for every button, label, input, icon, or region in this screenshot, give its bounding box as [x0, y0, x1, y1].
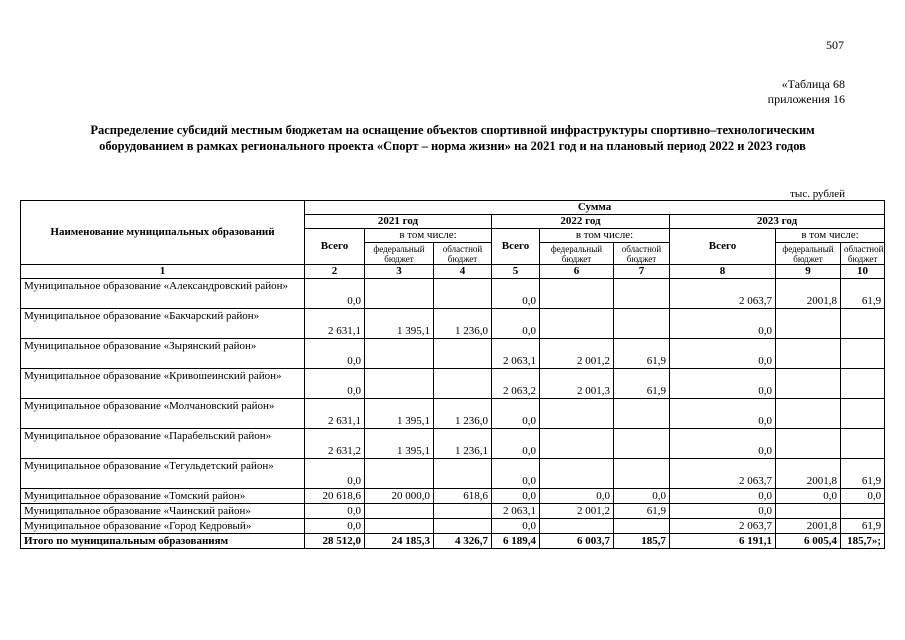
header-including-2022: в том числе:: [540, 229, 670, 243]
header-including-2021: в том числе:: [365, 229, 492, 243]
cell-value: 2 001,2: [540, 504, 614, 519]
cell-value: [841, 429, 885, 459]
total-label: Итого по муниципальным образованиям: [21, 534, 305, 549]
cell-value: 61,9: [841, 519, 885, 534]
cell-value: [365, 519, 434, 534]
column-number: 5: [492, 265, 540, 279]
cell-value: 0,0: [305, 339, 365, 369]
column-number: 3: [365, 265, 434, 279]
cell-value: 20 000,0: [365, 489, 434, 504]
cell-value: 0,0: [492, 429, 540, 459]
cell-value: 20 618,6: [305, 489, 365, 504]
column-number: 7: [614, 265, 670, 279]
cell-value: 2001,8: [776, 459, 841, 489]
cell-value: 61,9: [614, 369, 670, 399]
table-row: [21, 399, 885, 429]
municipality-name: Муниципальное образование «Парабельский район»: [21, 429, 305, 459]
cell-value: 2 063,7: [670, 519, 776, 534]
cell-value: [434, 339, 492, 369]
cell-value: 0,0: [305, 369, 365, 399]
cell-value: 0,0: [614, 489, 670, 504]
header-federal-2021: федеральный бюджет: [365, 243, 434, 265]
total-value: 6 189,4: [492, 534, 540, 549]
cell-value: [365, 339, 434, 369]
cell-value: 0,0: [492, 519, 540, 534]
table-row: [21, 339, 885, 369]
table-row: [21, 459, 885, 489]
header-regional-2022: областной бюджет: [614, 243, 670, 265]
cell-value: 0,0: [305, 279, 365, 309]
cell-value: [365, 504, 434, 519]
cell-value: [776, 309, 841, 339]
cell-value: [614, 399, 670, 429]
cell-value: [614, 459, 670, 489]
subsidy-table: [20, 200, 885, 549]
cell-value: 0,0: [492, 459, 540, 489]
cell-value: 2001,8: [776, 279, 841, 309]
column-number: 2: [305, 265, 365, 279]
cell-value: 2 001,2: [540, 339, 614, 369]
header-year-2023: 2023 год: [670, 215, 885, 229]
cell-value: 2 063,7: [670, 459, 776, 489]
table-row: [21, 429, 885, 459]
table-reference-line1: «Таблица 68: [781, 77, 845, 91]
cell-value: [365, 279, 434, 309]
cell-value: [776, 429, 841, 459]
header-federal-2022: федеральный бюджет: [540, 243, 614, 265]
cell-value: [540, 459, 614, 489]
header-regional-2021: областной бюджет: [434, 243, 492, 265]
header-total-2021: Всего: [305, 229, 365, 265]
cell-value: 0,0: [305, 504, 365, 519]
total-value: 185,7: [614, 534, 670, 549]
header-regional-2023: областной бюджет: [841, 243, 885, 265]
cell-value: [841, 369, 885, 399]
cell-value: [434, 504, 492, 519]
cell-value: [776, 504, 841, 519]
cell-value: 0,0: [305, 519, 365, 534]
cell-value: [841, 399, 885, 429]
cell-value: [365, 459, 434, 489]
cell-value: [614, 279, 670, 309]
cell-value: 1 236,0: [434, 309, 492, 339]
total-value: 6 191,1: [670, 534, 776, 549]
cell-value: 2 001,3: [540, 369, 614, 399]
cell-value: [434, 279, 492, 309]
cell-value: [776, 399, 841, 429]
cell-value: 2001,8: [776, 519, 841, 534]
document-title: Распределение субсидий местным бюджетам на оснащение объектов спортивной инфраструктуры спортивно–технологическим оборудованием в рамках регионального проекта «Спорт – норма жизни» на 2021 год и на плановый период 2022 и 2023 годов: [90, 123, 815, 153]
cell-value: 61,9: [614, 504, 670, 519]
units-label: тыс. рублей: [790, 188, 845, 200]
header-total-2023: Всего: [670, 229, 776, 265]
header-name-column: Наименование муниципальных образований: [21, 201, 305, 265]
cell-value: [540, 279, 614, 309]
cell-value: 2 063,7: [670, 279, 776, 309]
cell-value: 61,9: [841, 279, 885, 309]
cell-value: 1 236,0: [434, 399, 492, 429]
cell-value: [540, 429, 614, 459]
header-year-2022: 2022 год: [492, 215, 670, 229]
cell-value: 2 063,1: [492, 339, 540, 369]
cell-value: 0,0: [492, 489, 540, 504]
cell-value: [841, 309, 885, 339]
cell-value: 1 395,1: [365, 429, 434, 459]
header-sum: Сумма: [305, 201, 885, 215]
cell-value: 0,0: [305, 459, 365, 489]
cell-value: 0,0: [670, 309, 776, 339]
header-including-2023: в том числе:: [776, 229, 885, 243]
cell-value: 1 236,1: [434, 429, 492, 459]
table-row: [21, 519, 885, 534]
header-total-2022: Всего: [492, 229, 540, 265]
cell-value: 0,0: [841, 489, 885, 504]
cell-value: [434, 459, 492, 489]
column-number: 8: [670, 265, 776, 279]
cell-value: 618,6: [434, 489, 492, 504]
cell-value: 0,0: [492, 399, 540, 429]
column-number: 1: [21, 265, 305, 279]
cell-value: 0,0: [670, 339, 776, 369]
municipality-name: Муниципальное образование «Чаинский район»: [21, 504, 305, 519]
page-number: 507: [826, 38, 844, 52]
table-row: [21, 279, 885, 309]
total-row: [21, 534, 885, 549]
cell-value: 0,0: [492, 309, 540, 339]
cell-value: [434, 369, 492, 399]
cell-value: [841, 339, 885, 369]
municipality-name: Муниципальное образование «Тегульдетский район»: [21, 459, 305, 489]
municipality-name: Муниципальное образование «Томский район»: [21, 489, 305, 504]
total-value: 24 185,3: [365, 534, 434, 549]
cell-value: [841, 504, 885, 519]
table-reference: [768, 77, 845, 107]
column-number: 6: [540, 265, 614, 279]
cell-value: 0,0: [492, 279, 540, 309]
cell-value: 61,9: [614, 339, 670, 369]
municipality-name: Муниципальное образование «Бакчарский район»: [21, 309, 305, 339]
cell-value: 1 395,1: [365, 399, 434, 429]
cell-value: [776, 339, 841, 369]
cell-value: [776, 369, 841, 399]
cell-value: 2 631,1: [305, 399, 365, 429]
total-value: 185,7»;: [841, 534, 885, 549]
cell-value: 0,0: [670, 369, 776, 399]
cell-value: 0,0: [776, 489, 841, 504]
column-number: 4: [434, 265, 492, 279]
cell-value: 2 063,1: [492, 504, 540, 519]
total-value: 6 003,7: [540, 534, 614, 549]
cell-value: [614, 519, 670, 534]
municipality-name: Муниципальное образование «Кривошеинский район»: [21, 369, 305, 399]
cell-value: 2 631,2: [305, 429, 365, 459]
cell-value: [365, 369, 434, 399]
cell-value: 61,9: [841, 459, 885, 489]
table-reference-line2: приложения 16: [767, 92, 845, 106]
table-row: [21, 309, 885, 339]
cell-value: [614, 309, 670, 339]
cell-value: 0,0: [670, 429, 776, 459]
column-number: 10: [841, 265, 885, 279]
municipality-name: Муниципальное образование «Зырянский район»: [21, 339, 305, 369]
cell-value: [540, 309, 614, 339]
municipality-name: Муниципальное образование «Молчановский район»: [21, 399, 305, 429]
total-value: 6 005,4: [776, 534, 841, 549]
municipality-name: Муниципальное образование «Город Кедровый»: [21, 519, 305, 534]
cell-value: 2 063,2: [492, 369, 540, 399]
header-year-2021: 2021 год: [305, 215, 492, 229]
table-row: [21, 369, 885, 399]
cell-value: [540, 399, 614, 429]
table-row: [21, 489, 885, 504]
cell-value: 0,0: [670, 504, 776, 519]
table-row: [21, 504, 885, 519]
cell-value: 0,0: [670, 489, 776, 504]
header-federal-2023: федеральный бюджет: [776, 243, 841, 265]
cell-value: 1 395,1: [365, 309, 434, 339]
column-number: 9: [776, 265, 841, 279]
cell-value: 2 631,1: [305, 309, 365, 339]
cell-value: 0,0: [670, 399, 776, 429]
cell-value: [614, 429, 670, 459]
cell-value: 0,0: [540, 489, 614, 504]
total-value: 28 512,0: [305, 534, 365, 549]
municipality-name: Муниципальное образование «Александровский район»: [21, 279, 305, 309]
total-value: 4 326,7: [434, 534, 492, 549]
cell-value: [434, 519, 492, 534]
cell-value: [540, 519, 614, 534]
